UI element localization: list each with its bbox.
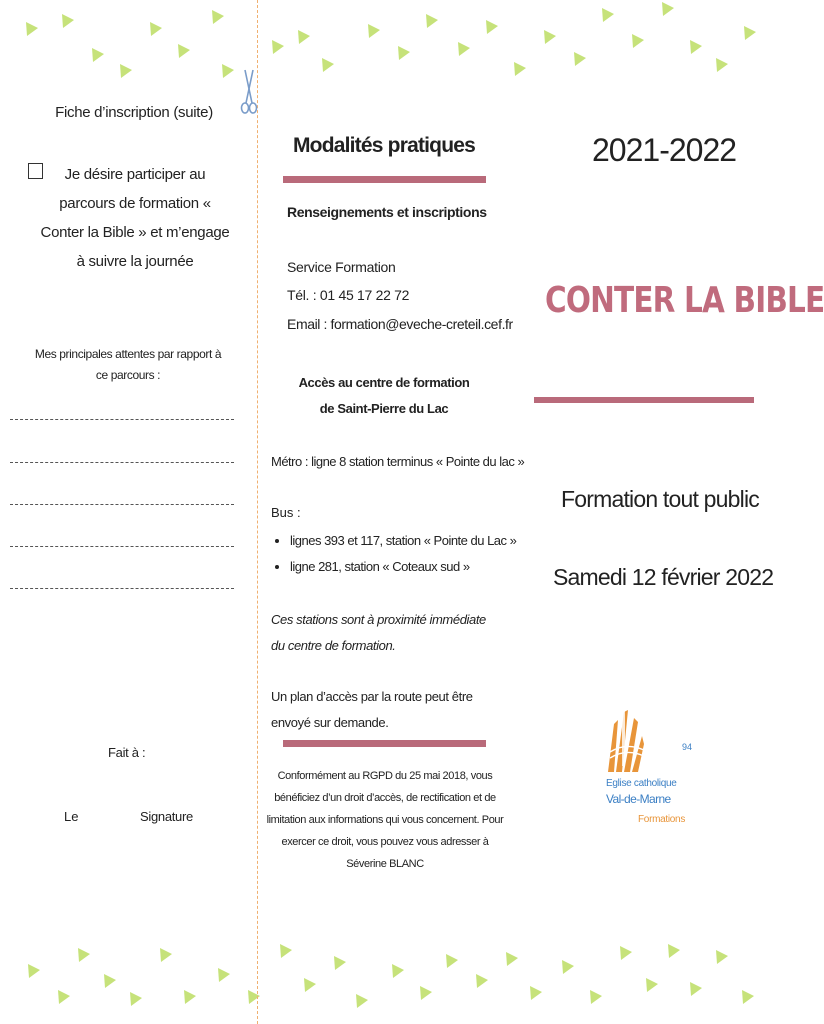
info-heading: Renseignements et inscriptions xyxy=(287,204,487,220)
participation-text: Je désire participer au parcours de formation « Conter la Bible » et m’engage à suivre la journée xyxy=(40,166,230,270)
email-address[interactable]: Email : formation@eveche-creteil.cef.fr xyxy=(287,316,513,332)
rgpd-notice: Conformément au RGPD du 25 mai 2018, vous bénéficiez d’un droit d’accès, de rectification et de limitation aux informations qui vous concernent. Pour exercer ce droit, vous pouvez vous adresser à Séverine BLANC xyxy=(266,770,504,870)
expectation-line-4[interactable] xyxy=(10,546,234,547)
triangle-confetti-top xyxy=(0,0,770,90)
service-name: Service Formation xyxy=(287,259,396,275)
phone-number: Tél. : 01 45 17 22 72 xyxy=(287,287,410,303)
school-year: 2021-2022 xyxy=(592,132,737,168)
logo-line1: Eglise catholique xyxy=(606,778,677,789)
bus-label: Bus : xyxy=(271,505,301,520)
diocese-logo xyxy=(600,706,710,834)
practical-info-heading: Modalités pratiques xyxy=(292,134,475,157)
expectation-line-2[interactable] xyxy=(10,462,234,463)
accent-bar xyxy=(534,397,754,403)
accent-bar xyxy=(283,176,486,183)
logo-line3: Formations xyxy=(638,814,686,825)
bus-line-item: • lignes 393 et 117, station « Pointe du Lac » xyxy=(290,531,516,551)
stations-note: Ces stations sont à proximité immédiate du centre de formation. xyxy=(271,612,486,653)
access-heading-line2: de Saint-Pierre du Lac xyxy=(319,401,449,416)
registration-heading: Fiche d’inscription (suite) xyxy=(55,104,213,121)
signature-label: Signature xyxy=(140,809,193,824)
logo-line2: Val-de-Marne xyxy=(606,792,671,806)
bus-line-item: • ligne 281, station « Coteaux sud » xyxy=(290,557,516,577)
logo-number: 94 xyxy=(682,742,693,752)
fold-line xyxy=(257,0,258,1024)
event-date: Samedi 12 février 2022 xyxy=(553,564,774,590)
plan-note: Un plan d’accès par la route peut être envoyé sur demande. xyxy=(271,689,473,730)
access-heading-line1: Accès au centre de formation xyxy=(298,375,470,390)
expectation-line-1[interactable] xyxy=(10,419,234,420)
expectation-line-5[interactable] xyxy=(10,588,234,589)
diocese-emblem-icon xyxy=(600,706,650,776)
expectation-line-3[interactable] xyxy=(10,504,234,505)
bus-lines-list xyxy=(272,531,516,583)
brochure-title: CONTER LA BIBLE xyxy=(545,280,824,321)
triangle-confetti-bottom xyxy=(0,934,770,1024)
date-label: Le xyxy=(64,809,79,824)
expectations-label: Mes principales attentes par rapport à ce parcours : xyxy=(34,347,222,382)
audience-label: Formation tout public xyxy=(561,486,759,512)
done-at-label: Fait à : xyxy=(108,745,146,760)
metro-info: Métro : ligne 8 station terminus « Pointe du lac » xyxy=(271,454,525,469)
accent-bar xyxy=(283,740,486,747)
